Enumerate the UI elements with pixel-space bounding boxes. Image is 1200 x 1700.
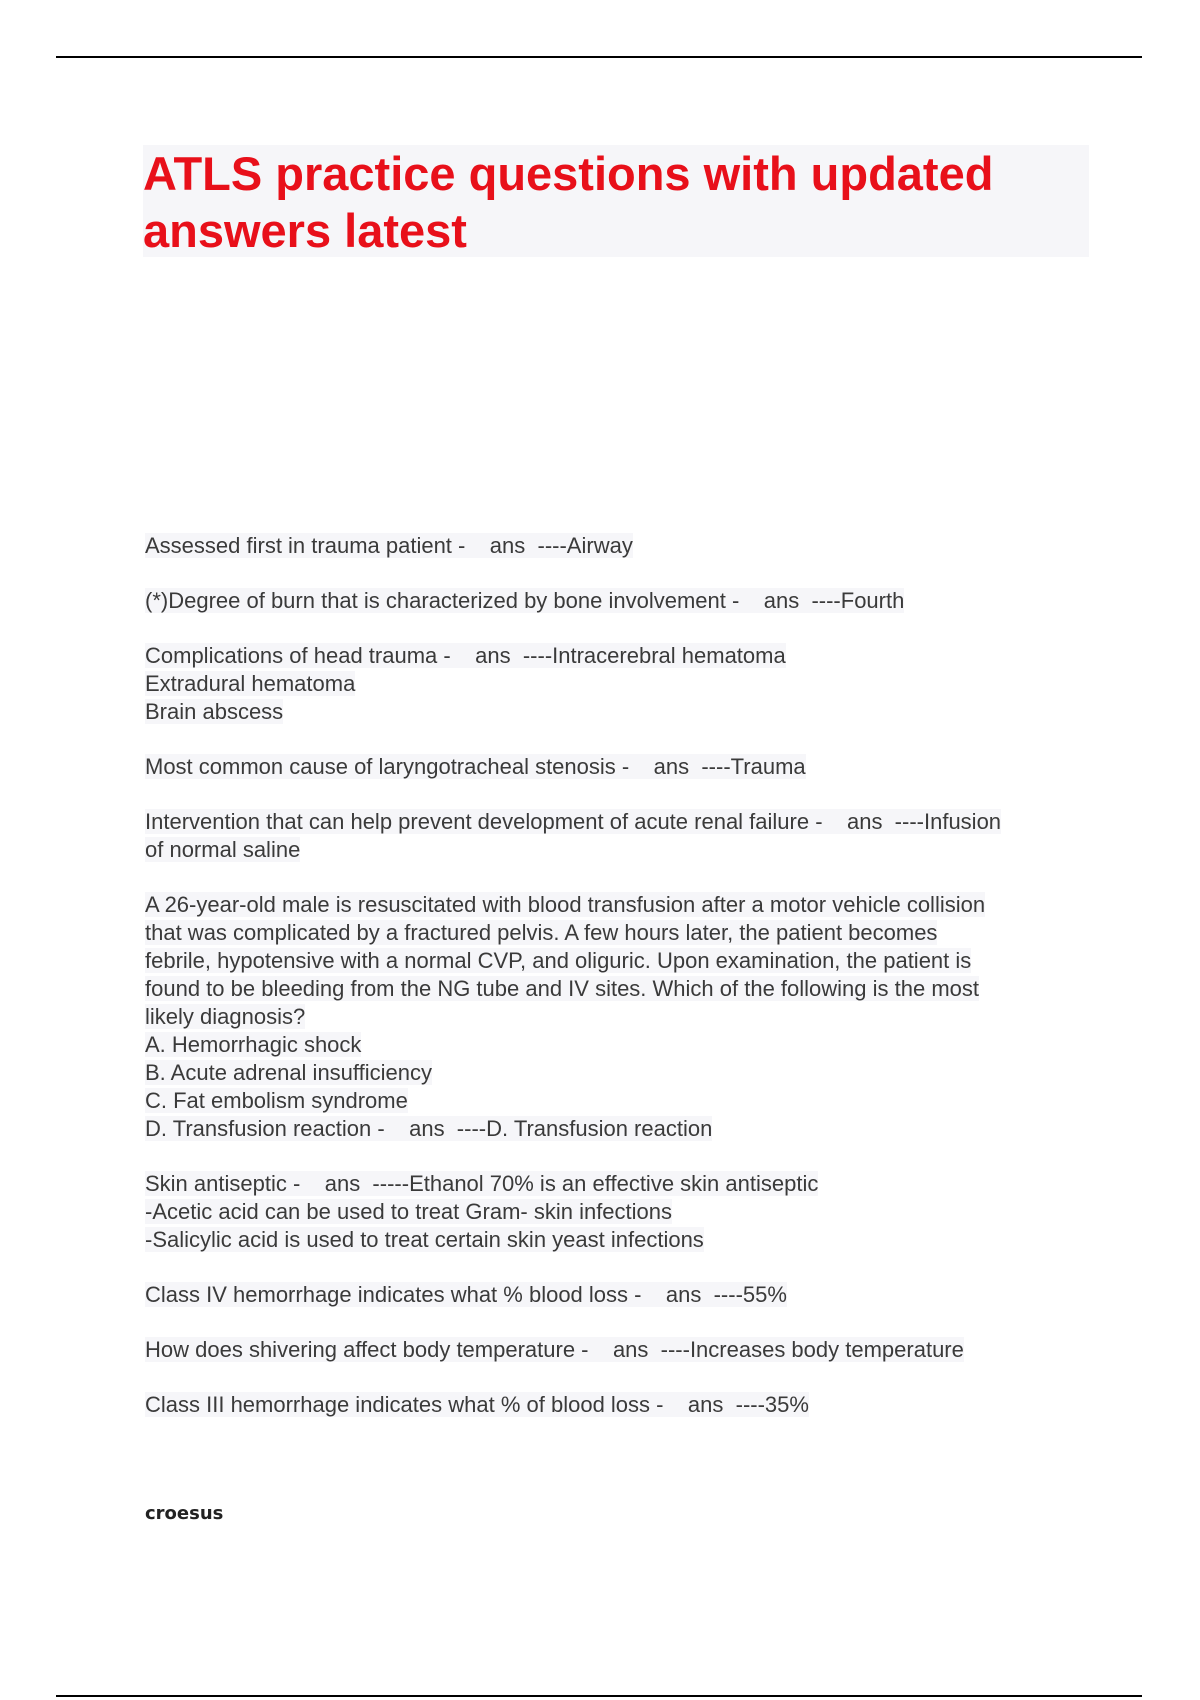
- qa-line: Intervention that can help prevent development of acute renal failure - ans ----Infusion: [145, 809, 1002, 834]
- qa-line: likely diagnosis?: [145, 1004, 306, 1029]
- qa-line: Most common cause of laryngotracheal stenosis - ans ----Trauma: [145, 754, 806, 779]
- qa-list: [145, 532, 1091, 1446]
- qa-line: that was complicated by a fractured pelvis. A few hours later, the patient becomes: [145, 920, 938, 945]
- qa-line: -Acetic acid can be used to treat Gram- skin infections: [145, 1199, 673, 1224]
- qa-line: Assessed first in trauma patient - ans ----Airway: [145, 533, 633, 558]
- qa-item: [145, 642, 1091, 726]
- title-block: [143, 145, 1089, 257]
- qa-item: [145, 1336, 1091, 1364]
- qa-item: [145, 808, 1091, 864]
- qa-item: [145, 1170, 1091, 1254]
- bottom-rule: [56, 1695, 1142, 1697]
- qa-item: [145, 1281, 1091, 1309]
- qa-item: [145, 587, 1091, 615]
- qa-item: [145, 1391, 1091, 1419]
- top-rule: [56, 56, 1142, 58]
- qa-line: How does shivering affect body temperature - ans ----Increases body temperature: [145, 1337, 964, 1362]
- qa-line: febrile, hypotensive with a normal CVP, and oliguric. Upon examination, the patient is: [145, 948, 972, 973]
- qa-item: [145, 891, 1091, 1143]
- qa-line: Brain abscess: [145, 699, 284, 724]
- title-line-2: answers latest: [143, 204, 467, 257]
- qa-line: Extradural hematoma: [145, 671, 356, 696]
- qa-line: Class IV hemorrhage indicates what % blood loss - ans ----55%: [145, 1282, 787, 1307]
- qa-line: found to be bleeding from the NG tube and IV sites. Which of the following is the most: [145, 976, 980, 1001]
- qa-item: [145, 532, 1091, 560]
- qa-line: B. Acute adrenal insufficiency: [145, 1060, 432, 1085]
- qa-line: D. Transfusion reaction - ans ----D. Transfusion reaction: [145, 1116, 713, 1141]
- qa-line: Skin antiseptic - ans -----Ethanol 70% is an effective skin antiseptic: [145, 1171, 819, 1196]
- qa-line: Class III hemorrhage indicates what % of blood loss - ans ----35%: [145, 1392, 809, 1417]
- qa-line: Complications of head trauma - ans ----Intracerebral hematoma: [145, 643, 786, 668]
- title-line-1: ATLS practice questions with updated: [143, 147, 994, 200]
- qa-line: A. Hemorrhagic shock: [145, 1032, 362, 1057]
- qa-line: A 26-year-old male is resuscitated with blood transfusion after a motor vehicle collision: [145, 892, 986, 917]
- document-title: [143, 145, 1089, 259]
- qa-line: (*)Degree of burn that is characterized by bone involvement - ans ----Fourth: [145, 588, 905, 613]
- qa-line: of normal saline: [145, 837, 301, 862]
- qa-line: -Salicylic acid is used to treat certain skin yeast infections: [145, 1227, 704, 1252]
- qa-item: [145, 753, 1091, 781]
- footer-author: croesus: [145, 1503, 224, 1524]
- qa-line: C. Fat embolism syndrome: [145, 1088, 408, 1113]
